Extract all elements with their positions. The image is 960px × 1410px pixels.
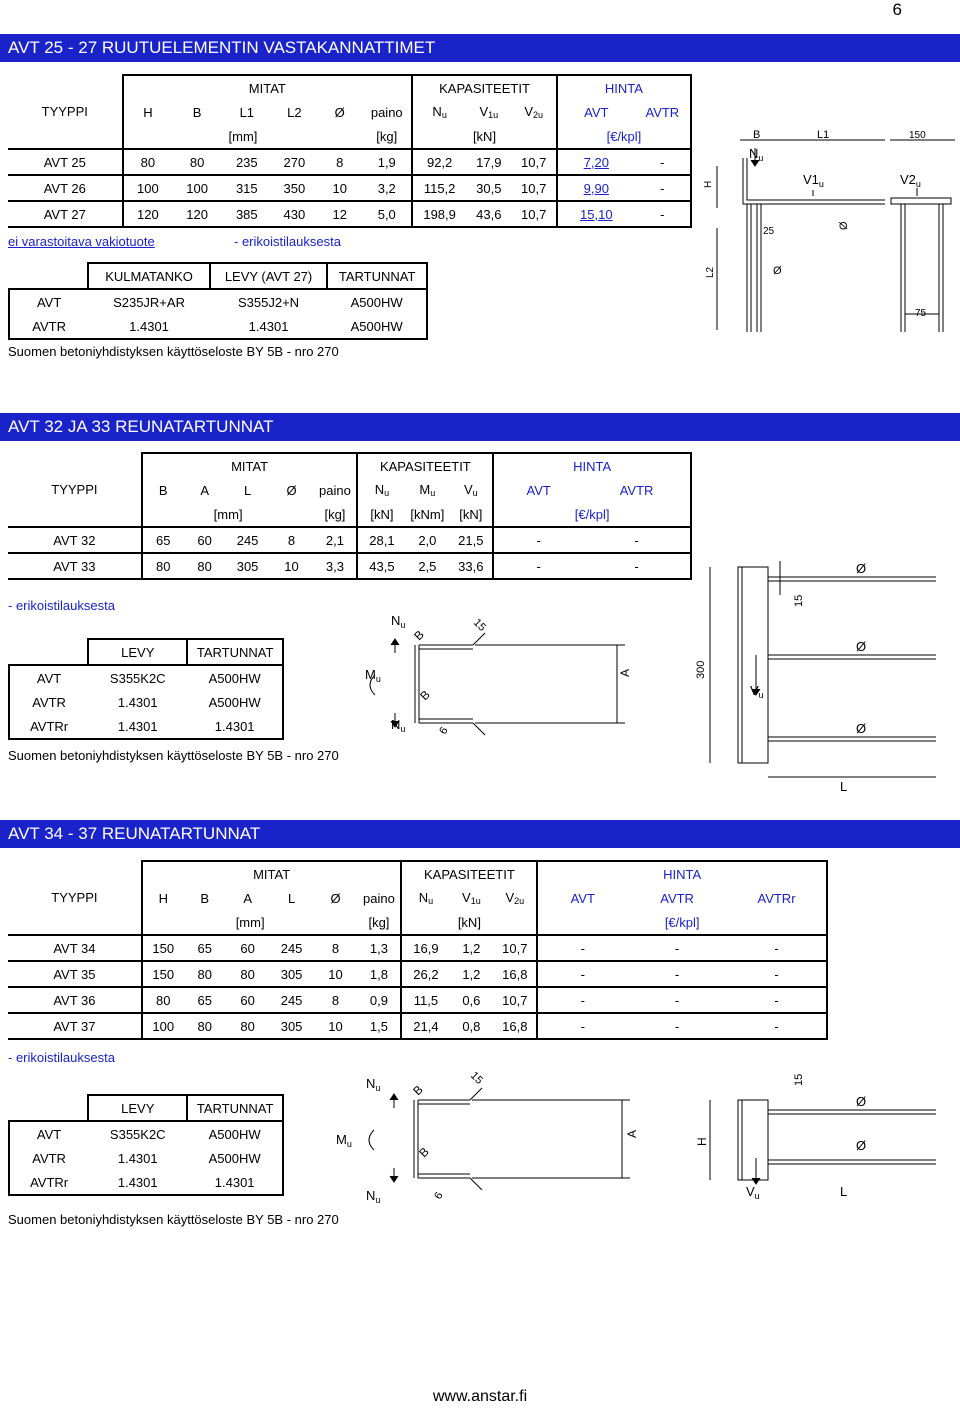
col-paino: paino	[370, 104, 403, 120]
avt34-section-drawing	[330, 1060, 660, 1220]
hdr-mitat: MITAT	[123, 75, 413, 100]
footer-reference: Suomen betoniyhdistyksen käyttöseloste BY 5B - nro 270	[8, 344, 339, 359]
fig-label-dia-2: Ø	[856, 639, 867, 654]
col-a: A	[243, 890, 252, 906]
col-mu: $M_u$	[419, 482, 436, 498]
hdr-hinta: HINTA	[557, 75, 691, 100]
col-v1u: $V_{1u}$	[479, 104, 499, 120]
avt25-drawing	[695, 118, 957, 338]
fig-label-v2u: $V2_u$	[900, 172, 921, 189]
hdr-kapasiteetit: KAPASITEETIT	[357, 453, 493, 478]
table-row: AVTR 1.4301 A500HW	[9, 690, 283, 714]
fig-label-a: A	[618, 668, 632, 677]
unit-mm: [mm]	[142, 910, 358, 935]
mat-hdr-levy: LEVY	[88, 1095, 187, 1121]
col-avtr: AVTR	[635, 100, 691, 124]
col-dia: Ø	[286, 482, 297, 498]
col-b: B	[142, 478, 184, 502]
col-l: L	[243, 482, 252, 498]
col-nu: $N_u$	[357, 478, 405, 502]
fig-label-h: H	[703, 180, 714, 188]
fig-label-dia-2: Ø	[773, 265, 782, 277]
unit-mm: [mm]	[123, 124, 363, 149]
table-row: AVTRr 1.4301 1.4301	[9, 1170, 283, 1195]
hdr-kapasiteetit: KAPASITEETIT	[401, 861, 537, 886]
table-row: AVT 33 80 80 305 10 3,3 43,5 2,5 33,6 - -	[8, 553, 691, 579]
col-nu: $N_u$	[401, 886, 449, 910]
fig-label-vu: $V_u$	[750, 683, 764, 700]
col-avtr: AVTR	[583, 478, 691, 502]
fig-label-a: A	[625, 1129, 639, 1138]
fig-label-15: 15	[467, 1069, 486, 1087]
unit-mm: [mm]	[142, 502, 314, 527]
fig-label-l1: L1	[817, 129, 830, 141]
avt34-37-material-table	[8, 1094, 284, 1196]
fig-label-15: 15	[793, 594, 805, 607]
col-avt: AVT	[493, 478, 583, 502]
hdr-hinta: HINTA	[537, 861, 827, 886]
mat-hdr-kulmatanko: KULMATANKO	[88, 263, 209, 289]
col-paino: paino	[319, 482, 351, 498]
table-row: AVT 34 150 65 60 245 8 1,3 16,9 1,2 10,7 - - -	[8, 935, 827, 961]
col-tyyppi: TYYPPI	[51, 890, 98, 905]
col-nu: $N_u$	[412, 100, 466, 124]
fig-label-300: 300	[695, 660, 707, 679]
fig-label-dia: Ø	[838, 221, 850, 230]
fig-label-l: L	[840, 1184, 848, 1199]
fig-label-15: 15	[793, 1073, 805, 1086]
unit-knm: [kNm]	[405, 502, 449, 527]
fig-label-b: B	[411, 627, 427, 644]
fig-label-dia-1: Ø	[856, 1094, 867, 1109]
fig-label-nu-top: $N_u$	[366, 1076, 381, 1093]
section-title-avt32-33: AVT 32 JA 33 REUNATARTUNNAT	[0, 413, 960, 441]
table-row: AVT 37 100 80 80 305 10 1,5 21,4 0,8 16,8 - - -	[8, 1013, 827, 1039]
page-number: 6	[892, 0, 902, 19]
fig-label-nu-bottom: $N_u$	[366, 1188, 381, 1205]
unit-kg: [kg]	[362, 124, 412, 149]
unit-kn: [kN]	[412, 124, 557, 149]
col-avt: AVT	[537, 886, 627, 910]
fig-label-dia-1: Ø	[856, 561, 867, 576]
avt32-33-material-table	[8, 638, 284, 740]
unit-eur: [€/kpl]	[537, 910, 827, 935]
col-v1u: $V_{1u}$	[462, 890, 481, 906]
note-special-order: - erikoistilauksesta	[234, 234, 341, 249]
avt25-27-material-table	[8, 262, 428, 340]
section-title-avt34-37: AVT 34 - 37 REUNATARTUNNAT	[0, 820, 960, 848]
table-row: AVT 35 150 80 80 305 10 1,8 26,2 1,2 16,8 - - -	[8, 961, 827, 987]
table-row: AVTR 1.4301 1.4301 A500HW	[9, 314, 427, 339]
table-row: AVT 27 120 120 385 430 12 5,0 198,9 43,6 10,7 15,10 -	[8, 201, 691, 227]
fig-label-dia-3: Ø	[856, 721, 867, 736]
fig-label-nu: $N_u$	[749, 146, 764, 163]
fig-label-b: B	[753, 129, 761, 141]
unit-eur: [€/kpl]	[557, 124, 691, 149]
fig-label-b: B	[410, 1082, 426, 1099]
fig-label-nu-bottom: $N_u$	[391, 717, 406, 734]
col-v2u: $V_{2u}$	[524, 104, 544, 120]
note-special-order: - erikoistilauksesta	[8, 1050, 115, 1065]
mat-hdr-tartunnat: TARTUNNAT	[187, 1095, 283, 1121]
fig-label-b-2: B	[417, 687, 433, 704]
fig-label-15: 15	[470, 616, 489, 634]
footer-reference: Suomen betoniyhdistyksen käyttöseloste BY 5B - nro 270	[8, 748, 339, 763]
table-row: AVT 26 100 100 315 350 10 3,2 115,2 30,5 10,7 9,90 -	[8, 175, 691, 201]
table-row: AVT S235JR+AR S355J2+N A500HW	[9, 289, 427, 314]
table-row: AVTR 1.4301 A500HW	[9, 1146, 283, 1170]
unit-kg: [kg]	[357, 910, 401, 935]
fig-label-vu: $V_u$	[746, 1184, 760, 1200]
col-avt: AVT	[557, 100, 635, 124]
col-l: L	[287, 890, 296, 906]
fig-label-25: 25	[763, 226, 775, 237]
avt34-37-capacity-table	[8, 860, 828, 1040]
hdr-mitat: MITAT	[142, 861, 402, 886]
avt25-27-capacity-table	[8, 74, 692, 228]
note-special-order: - erikoistilauksesta	[8, 598, 115, 613]
fig-label-6: 6	[437, 725, 451, 737]
col-tyyppi: TYYPPI	[41, 104, 88, 119]
fig-label-mu: $M_u$	[336, 1132, 352, 1149]
mat-hdr-tartunnat: TARTUNNAT	[327, 263, 427, 289]
fig-label-v1u: $V1_u$	[803, 172, 824, 189]
fig-label-l2: L2	[705, 266, 716, 278]
avt32-side-drawing	[680, 555, 950, 795]
unit-kn: [kN]	[401, 910, 537, 935]
unit-eur: [€/kpl]	[493, 502, 691, 527]
hdr-mitat: MITAT	[142, 453, 358, 478]
col-vu: $V_u$	[463, 482, 478, 498]
hdr-hinta: HINTA	[493, 453, 691, 478]
section-title-avt25-27: AVT 25 - 27 RUUTUELEMENTIN VASTAKANNATTIMET	[0, 34, 960, 62]
fig-label-b-2: B	[416, 1144, 432, 1161]
table-row: AVT 25 80 80 235 270 8 1,9 92,2 17,9 10,7 7,20 -	[8, 149, 691, 175]
unit-kn: [kN]	[357, 502, 405, 527]
note-not-stocked: ei varastoitava vakiotuote	[8, 234, 155, 249]
col-paino: paino	[363, 890, 395, 906]
col-v2u: $V_{2u}$	[505, 890, 525, 906]
website-link[interactable]: www.anstar.fi	[432, 1388, 528, 1405]
fig-label-dia-2: Ø	[856, 1138, 867, 1153]
avt34-side-drawing	[680, 1060, 950, 1200]
footer-reference: Suomen betoniyhdistyksen käyttöseloste BY 5B - nro 270	[8, 1212, 339, 1227]
mat-hdr-tartunnat: TARTUNNAT	[187, 639, 283, 665]
table-row: AVT 32 65 60 245 8 2,1 28,1 2,0 21,5 - -	[8, 527, 691, 553]
table-row: AVT S355K2C A500HW	[9, 1121, 283, 1146]
table-row: AVT S355K2C A500HW	[9, 665, 283, 690]
col-l1: L1	[239, 104, 255, 120]
col-avtr: AVTR	[660, 890, 694, 906]
avt32-33-capacity-table	[8, 452, 692, 580]
mat-hdr-levy: LEVY	[88, 639, 187, 665]
fig-label-75: 75	[915, 308, 927, 319]
col-avtrr: AVTRr	[727, 886, 827, 910]
col-b: B	[200, 890, 210, 906]
col-l2: L2	[287, 104, 302, 120]
hdr-kapasiteetit: KAPASITEETIT	[412, 75, 557, 100]
col-dia: Ø	[334, 104, 345, 120]
col-h: H	[123, 100, 173, 124]
fig-label-h: H	[695, 1137, 709, 1146]
unit-kn-2: [kN]	[449, 502, 493, 527]
col-dia: Ø	[330, 890, 341, 906]
fig-label-6: 6	[432, 1190, 446, 1202]
table-row: AVT 36 80 65 60 245 8 0,9 11,5 0,6 10,7 - - -	[8, 987, 827, 1013]
fig-label-nu-top: $N_u$	[391, 613, 406, 630]
col-b: B	[192, 104, 202, 120]
unit-kg: [kg]	[313, 502, 357, 527]
fig-label-l: L	[840, 779, 848, 794]
avt32-section-drawing	[355, 605, 655, 755]
mat-hdr-levy: LEVY (AVT 27)	[210, 263, 328, 289]
fig-label-mu: $M_u$	[365, 667, 381, 684]
col-a: A	[200, 482, 209, 498]
table-row: AVTRr 1.4301 1.4301	[9, 714, 283, 739]
fig-label-150: 150	[909, 130, 926, 141]
col-h: H	[142, 886, 184, 910]
col-tyyppi: TYYPPI	[51, 482, 98, 497]
